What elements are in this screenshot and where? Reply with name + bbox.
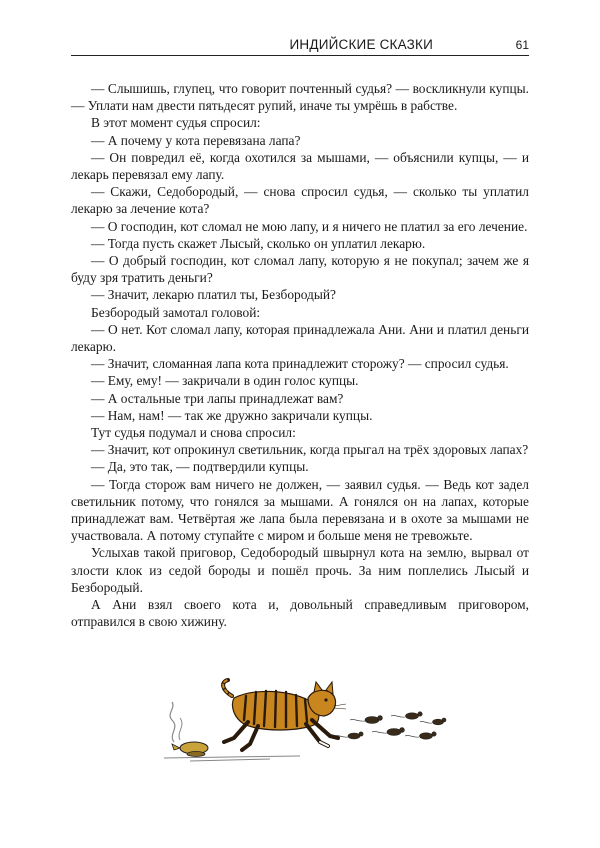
paragraph: Безбородый замотал головой:: [91, 304, 261, 320]
paragraph: — Значит, кот опрокинул светильник, когда прыгал на трёх здоровых лапах?: [91, 442, 529, 458]
paragraph: Услыхав такой приговор, Седобородый швырнул кота на землю, вырвал от злости клок из седой бороды и пошёл прочь. За ним поплелись Лысый и Безбородый.: [71, 545, 529, 595]
lamp-smoke: [179, 718, 182, 740]
overturned-lamp-icon: [170, 702, 208, 757]
paragraph: А Ани взял своего кота и, довольный справедливым приговором, отправился в свою хижину.: [71, 597, 529, 630]
cat-front-leg: [306, 724, 328, 746]
story-text: [71, 80, 529, 631]
lamp-spout: [172, 744, 180, 750]
paragraph: Тут судья подумал и снова спросил:: [91, 425, 296, 441]
mouse-icon: [420, 718, 446, 725]
page-number: 61: [515, 38, 529, 52]
cat-eye: [324, 698, 327, 701]
paragraph: В этот момент судья спросил:: [91, 115, 261, 131]
paragraph: — О нет. Кот сломал лапу, которая принадлежала Ани. Ани и платил деньги лекарю.: [71, 321, 529, 355]
paragraph: — Слышишь, глупец, что говорит почтенный судья? — воскликнули купцы. — Уплати нам двести пятьдесят рупий, иначе ты умрёшь в рабстве.: [71, 81, 529, 114]
running-header-title: ИНДИЙСКИЕ СКАЗКИ: [289, 37, 433, 52]
paragraph: — О господин, кот сломал не мою лапу, и я ничего не платил за его лечение.: [91, 218, 528, 234]
paragraph: — А почему у кота перевязана лапа?: [91, 132, 301, 148]
ground-shadow: [164, 756, 300, 761]
paragraph: — Значит, лекарю платил ты, Безбородый?: [91, 287, 336, 303]
lamp-smoke: [170, 702, 175, 742]
leaping-cat-icon: [223, 680, 346, 750]
mouse-icon: [372, 728, 404, 736]
paragraph: — Нам, нам! — так же дружно закричали купцы.: [91, 407, 373, 423]
lamp-base: [187, 752, 205, 757]
running-header: [71, 36, 529, 56]
mouse-icon: [391, 712, 422, 719]
mouse-icon: [350, 716, 382, 724]
paragraph: — Да, это так, — подтвердили купцы.: [91, 459, 309, 475]
cat-back-leg: [224, 722, 248, 742]
paragraph: — Тогда сторож вам ничего не должен, — заявил судья. — Ведь кот задел светильник потому, что гонялся за мышами. А гонялся он на лапах, которые принадлежат вам. Четвёртая же лапа была перевязана и в охоте за мышами не участвовала. А потому ступайте с миром и больше меня не тревожьте.: [71, 476, 529, 544]
cat-back-leg: [242, 726, 258, 750]
paragraph: — О добрый господин, кот сломал лапу, которую я не покупал; зачем же я буду зря тратить деньги?: [71, 253, 529, 286]
paragraph: — А остальные три лапы принадлежат вам?: [91, 390, 344, 406]
cat-ear: [314, 682, 322, 692]
paragraph: — Он повредил её, когда охотился за мышами, — объяснили купцы, — и лекарь перевязал ему лапу.: [71, 149, 529, 183]
paragraph: — Значит, сломанная лапа кота принадлежит сторожу? — спросил судья.: [91, 356, 509, 372]
mouse-icon: [405, 732, 436, 739]
cat-chasing-mice-illustration: [150, 676, 450, 768]
paragraph: — Тогда пусть скажет Лысый, сколько он уплатил лекарю.: [91, 235, 426, 251]
paragraph: — Ему, ему! — закричали в один голос купцы.: [91, 373, 359, 389]
paragraph: — Скажи, Седобородый, — снова спросил судья, — сколько ты уплатил лекарю за лечение кота?: [71, 184, 529, 217]
header-rule: [71, 55, 529, 56]
